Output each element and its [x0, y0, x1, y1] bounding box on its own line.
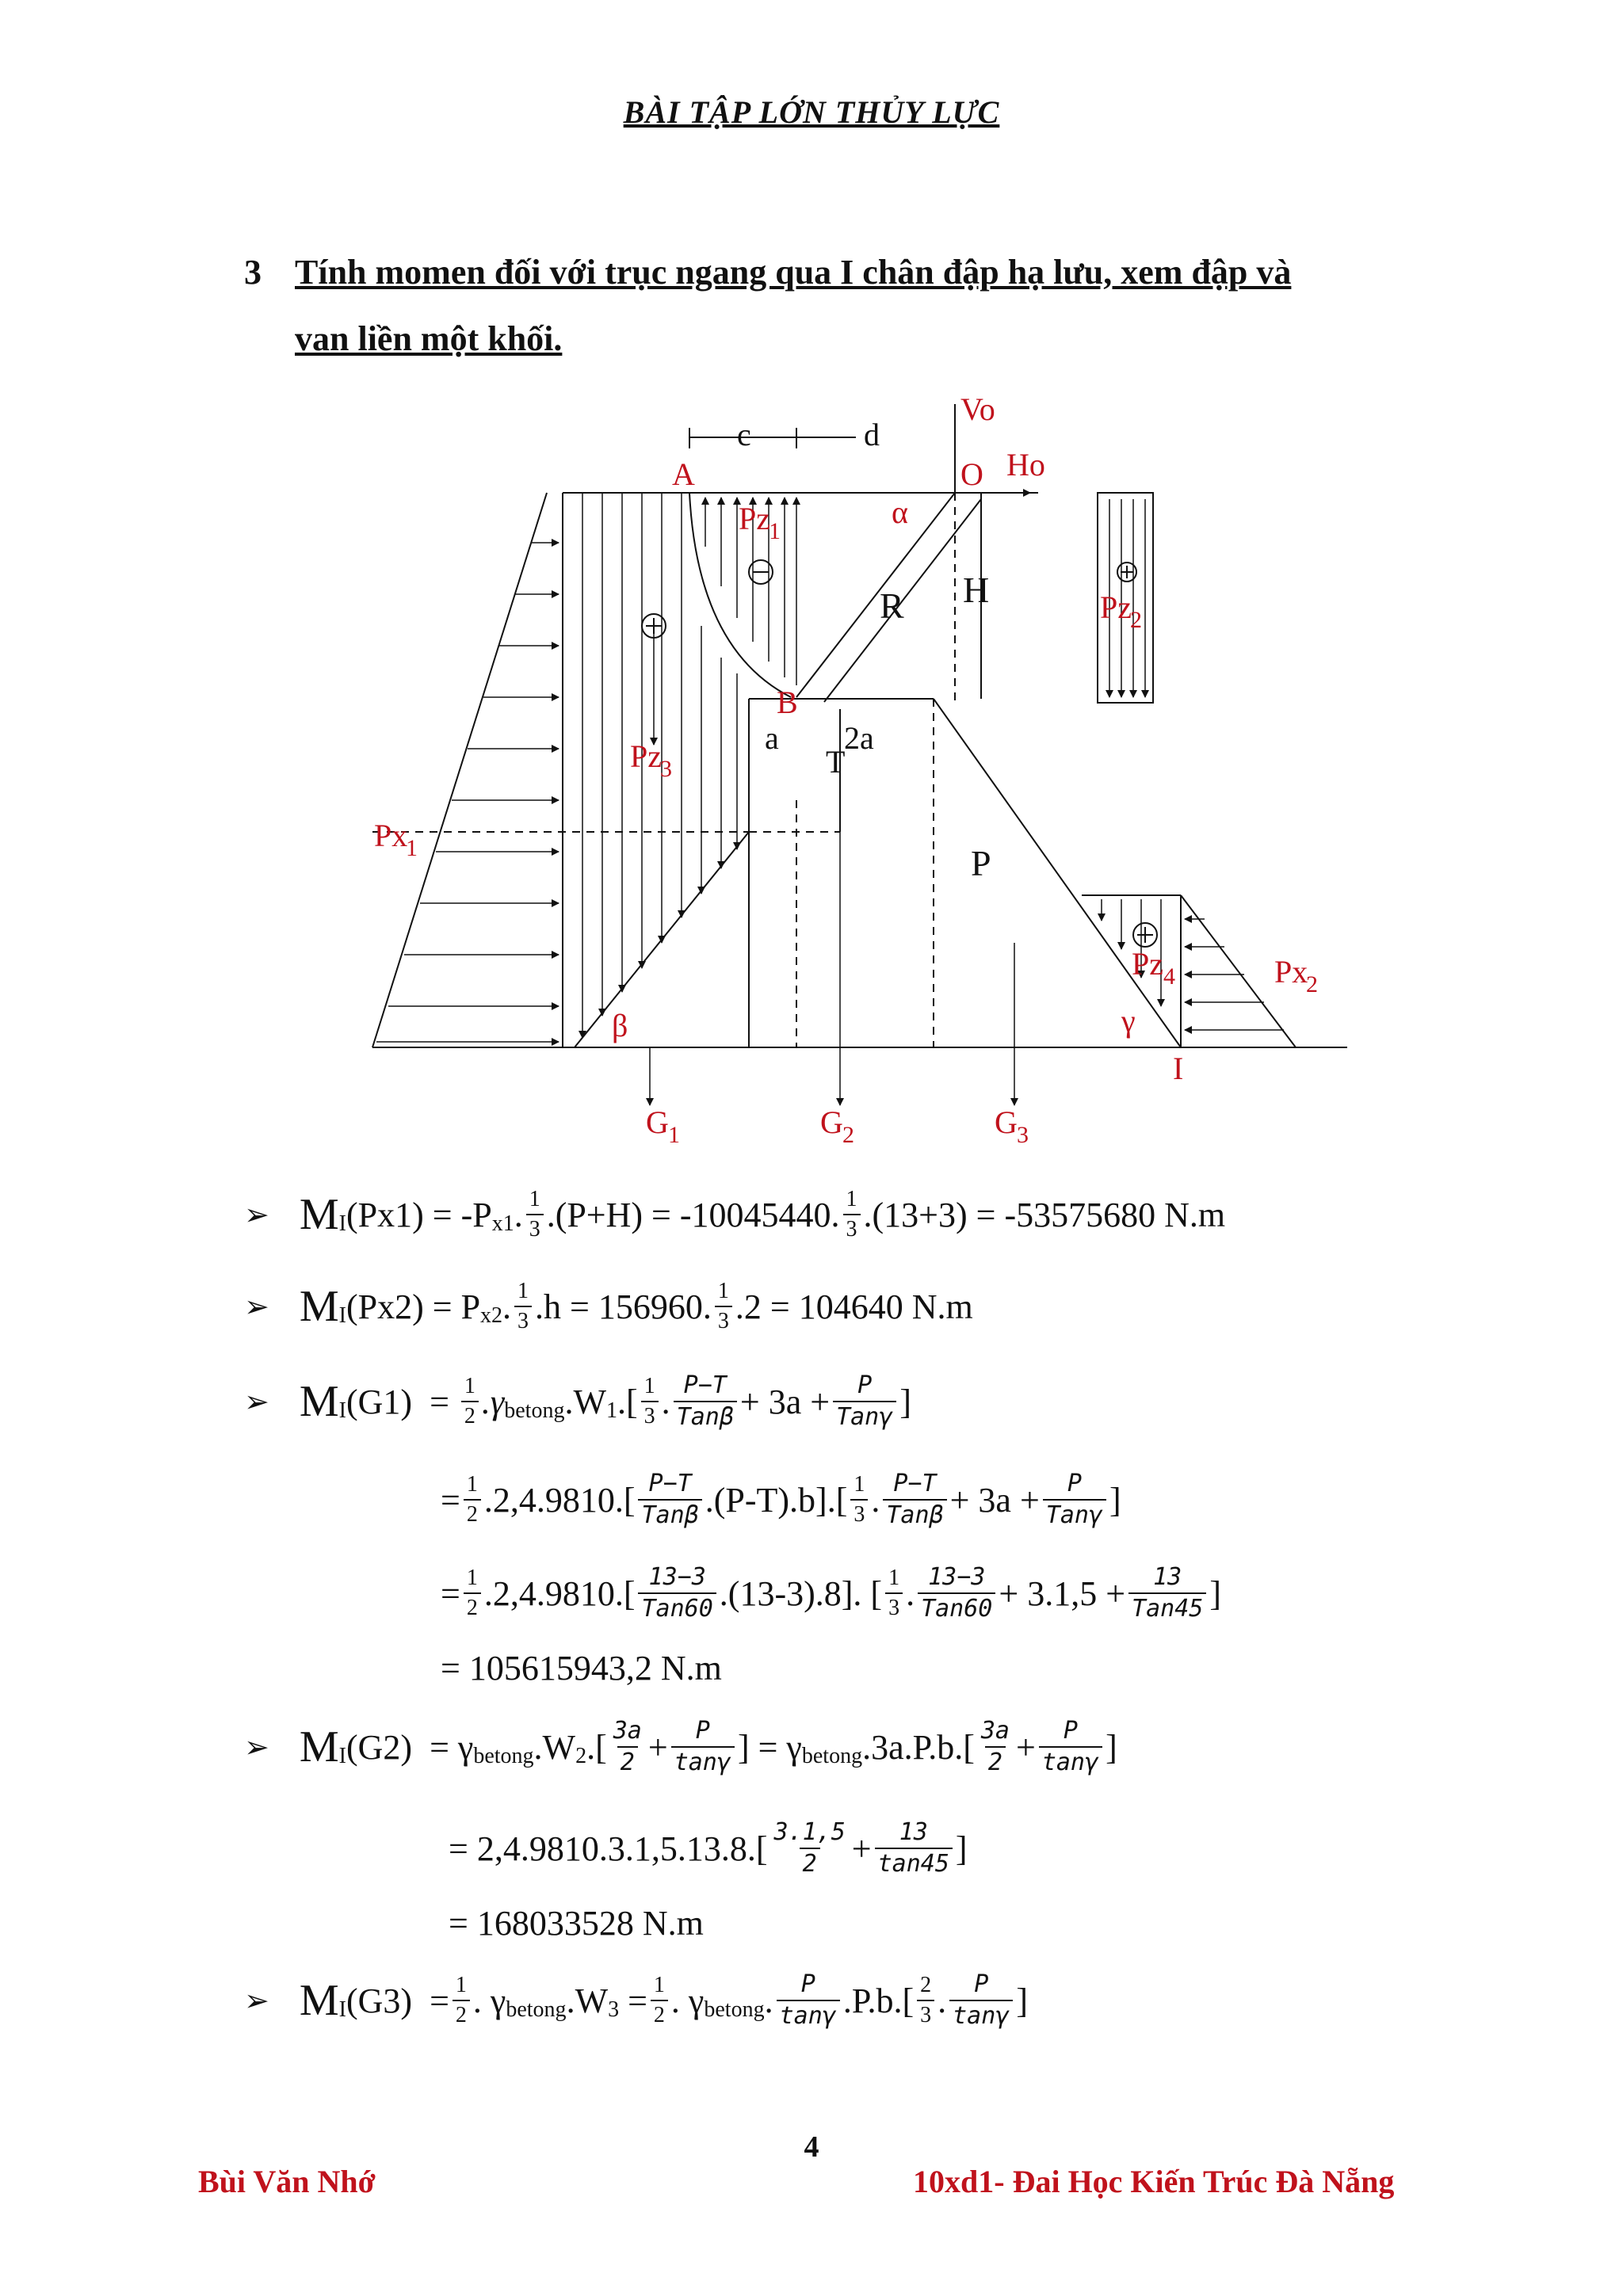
fraction: $\frac{1}{2}$ — [464, 1474, 481, 1526]
fraction: 1 3 — [514, 1280, 532, 1333]
label-p: P — [971, 843, 991, 883]
equation-mi-g1: ➢ M I (G1) = $\frac{1}{2}$ .γ betong .W 1 .[ 1 3 . P−T Tanβ + 3a + P Tanγ ] — [244, 1371, 911, 1431]
page-number: 4 — [804, 2130, 819, 2164]
dam-diagram — [365, 388, 1363, 1157]
equation-mi-px1: ➢ M I (Px1) = -P x1 . 1 3 .(P+H) = -10045440. 1 3 .(13+3) = -53575680 N.m — [244, 1187, 1226, 1241]
bullet-arrow-icon: ➢ — [244, 1983, 269, 2018]
bullet-arrow-icon: ➢ — [244, 1730, 269, 1764]
label-gamma: γ — [1121, 1003, 1136, 1039]
fraction: P tanγ — [777, 1973, 840, 2028]
equation-mi-g2-result: = 168033528 N.m — [449, 1904, 704, 1943]
fraction: 1 3 — [885, 1567, 903, 1619]
fraction: $\frac{1}{2}$ — [464, 1567, 481, 1619]
label-g3: G — [995, 1104, 1018, 1140]
fraction: $\frac{P}{\tan\gamma}$ — [1039, 1719, 1102, 1775]
label-i-point: I — [1173, 1051, 1184, 1086]
label-g1-sub: 1 — [668, 1122, 680, 1148]
bullet-arrow-icon: ➢ — [244, 1197, 269, 1232]
equation-mi-g1-result: = 105615943,2 N.m — [441, 1649, 722, 1688]
bullet-arrow-icon: ➢ — [244, 1289, 269, 1324]
fraction: $\frac{13}{\tan 45}$ — [875, 1821, 953, 1876]
label-px1: Px — [374, 818, 408, 853]
label-t: T — [826, 744, 846, 780]
fraction: $\frac{1}{2}$ — [453, 1974, 470, 2027]
page-header: BÀI TẬP LỚN THỦY LỰC — [623, 94, 1000, 130]
label-px2: Px — [1274, 954, 1308, 990]
fraction: P−T Tanβ — [638, 1472, 701, 1527]
fraction: 1 3 — [641, 1375, 659, 1428]
label-pz3-sub: 3 — [660, 756, 672, 782]
label-h: H — [963, 570, 990, 610]
bullet-arrow-icon: ➢ — [244, 1384, 269, 1419]
label-o-point: O — [960, 456, 983, 492]
fraction: 13 Tan45 — [1128, 1566, 1206, 1621]
label-a-point: A — [672, 456, 695, 492]
label-c: c — [737, 417, 751, 452]
fraction: 1 3 — [843, 1188, 861, 1241]
equation-mi-g2: ➢ M I (G2) = γ betong .W 2 .[ 3a 2 + $\frac{P}{\tan\gamma}$ ] = γ betong .3a.P.b.[ 3a 2 + $\frac{P}{\tan\gamma}$ ] — [244, 1717, 1117, 1776]
fraction: 13−3 Tan60 — [918, 1566, 995, 1621]
equation-mi-g1-line3: = $\frac{1}{2}$ .2,4.9810.[ 13−3 Tan60 .(13-3).8]. [ 1 3 . 13−3 Tan60 + 3.1,5 + 13 Tan45 ] — [441, 1563, 1221, 1623]
label-alpha: α — [892, 494, 908, 530]
fraction: 13−3 Tan60 — [638, 1566, 716, 1621]
label-ho: Ho — [1006, 447, 1045, 482]
fraction: P tanγ — [949, 1973, 1013, 2028]
footer-school: 10xd1- Đai Học Kiến Trúc Đà Nẵng — [913, 2164, 1395, 2199]
label-px1-sub: 1 — [406, 835, 418, 861]
label-pz3: Pz — [630, 738, 662, 774]
label-beta: β — [612, 1008, 628, 1043]
footer-author: Bùi Văn Nhớ — [198, 2164, 376, 2199]
label-px2-sub: 2 — [1306, 971, 1318, 997]
label-pz2: Pz — [1100, 589, 1132, 625]
label-g2: G — [820, 1104, 843, 1140]
fraction: $\frac{1}{2}$ — [461, 1375, 479, 1428]
label-pz2-sub: 2 — [1130, 607, 1142, 633]
fraction: $\frac{1}{2}$ — [651, 1974, 668, 2027]
label-pz1-sub: 1 — [769, 518, 781, 544]
label-d: d — [864, 417, 880, 452]
label-pz4: Pz — [1132, 946, 1163, 982]
fraction: $\frac{P}{\tan\gamma}$ — [671, 1719, 735, 1775]
equation-mi-g1-line2: = $\frac{1}{2}$ .2,4.9810.[ P−T Tanβ .(P-T).b].[ 1 3 . P−T Tanβ + 3a + P Tanγ ] — [441, 1470, 1121, 1529]
label-g2-sub: 2 — [842, 1122, 854, 1148]
fraction: 3a 2 — [980, 1717, 1010, 1776]
label-g1: G — [646, 1104, 669, 1140]
section-title-line1: Tính momen đối với trục ngang qua I chân đập hạ lưu, xem đập và — [295, 253, 1292, 292]
label-2a: 2a — [844, 720, 874, 756]
label-a: a — [765, 720, 779, 756]
fraction: 1 3 — [715, 1280, 732, 1333]
fraction: 3a 2 — [613, 1717, 642, 1776]
fraction: P Tanγ — [1043, 1472, 1106, 1527]
fraction: 3.1,5 2 — [773, 1818, 846, 1878]
label-pz1: Pz — [739, 501, 770, 536]
label-r: R — [880, 585, 904, 626]
section-title-line2: van liền một khối. — [295, 319, 563, 358]
fraction: 1 3 — [526, 1188, 544, 1241]
fraction: P−T Tanβ — [883, 1472, 946, 1527]
label-pz4-sub: 4 — [1163, 963, 1175, 990]
fraction: 2 3 — [917, 1974, 934, 2027]
label-g3-sub: 3 — [1017, 1122, 1029, 1148]
equation-mi-px2: ➢ M I (Px2) = P x2 . 1 3 .h = 156960. 1 3 .2 = 104640 N.m — [244, 1279, 973, 1333]
section-number: 3 — [244, 253, 262, 292]
equation-mi-g2-line2: = 2,4.9810.3.1,5.13.8.[ 3.1,5 2 + $\frac{13}{\tan 45}$ ] — [449, 1818, 968, 1878]
fraction: P−T Tanβ — [674, 1374, 737, 1429]
equation-mi-g3: ➢ M I (G3) = $\frac{1}{2}$ . γ betong .W 3 = $\frac{1}{2}$ . γ betong . P tanγ .P.b.[ 2 3 . P tanγ ] — [244, 1970, 1028, 2030]
label-b-point: B — [777, 685, 798, 720]
fraction: P Tanγ — [833, 1374, 896, 1429]
label-vo: Vo — [960, 391, 995, 427]
fraction: 1 3 — [850, 1474, 868, 1526]
